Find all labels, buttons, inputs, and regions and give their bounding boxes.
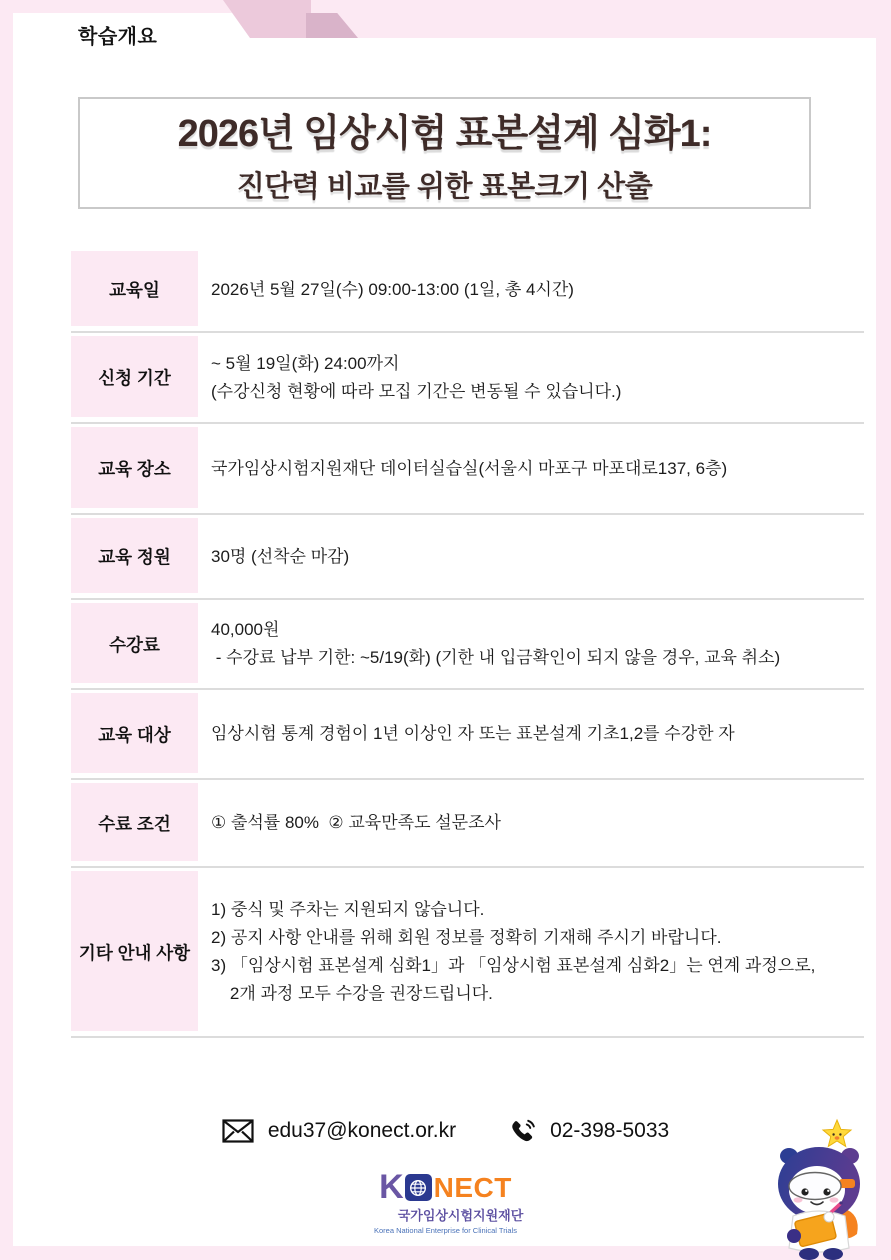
logo-org-korean: 국가임상시험지원재단 (397, 1208, 524, 1223)
table-row-fee (71, 600, 864, 690)
logo-letter-k: K (379, 1168, 403, 1206)
phone-icon (510, 1118, 536, 1144)
row-label: 교육일 (71, 248, 198, 331)
row-value (198, 515, 864, 598)
value-line: 국가임상시험지원재단 데이터실습실(서울시 마포구 마포대로137, 6층) (211, 458, 728, 478)
row-value (198, 690, 864, 778)
course-title-line2: 진단력 비교를 위한 표본크기 산출 (236, 170, 653, 203)
row-label: 수강료 (71, 600, 198, 688)
value-line: 1) 중식 및 주차는 지원되지 않습니다. (211, 900, 485, 919)
value-line: 2) 공지 사항 안내를 위해 회원 정보를 정확히 기재해 주시기 바랍니다. (211, 928, 722, 947)
row-label: 교육 대상 (71, 690, 198, 778)
title-box (78, 97, 811, 209)
value-line: 3) 「임상시험 표본설계 심화1」과 「임상시험 표본설계 심화2」는 연계 과정으로, (211, 956, 816, 975)
table-row-target (71, 690, 864, 780)
row-label: 신청 기간 (71, 333, 198, 422)
globe-icon (405, 1174, 432, 1201)
value-line: (수강신청 현황에 따라 모집 기간은 변동될 수 있습니다.) (211, 381, 622, 401)
frame-right (876, 0, 891, 1260)
table-row-notes (71, 868, 864, 1038)
frame-left (0, 0, 13, 1260)
logo-wordmark (379, 1168, 512, 1207)
value-line: ~ 5월 19일(화) 24:00까지 (211, 353, 400, 373)
ribbon-mid (223, 0, 311, 38)
section-label: 학습개요 (78, 26, 158, 48)
table-row-apply-period (71, 333, 864, 424)
table-row-completion (71, 780, 864, 868)
logo-letters-nect: NECT (433, 1171, 512, 1203)
table-row-date (71, 248, 864, 333)
logo-org-english: Korea National Enterprise for Clinical Trials (374, 1226, 517, 1235)
contact-phone: 02-398-5033 (550, 1119, 670, 1142)
row-value (198, 424, 864, 513)
table-row-capacity (71, 515, 864, 600)
mascot-character (757, 1116, 891, 1260)
row-value (198, 248, 864, 331)
value-line: 2개 과정 모두 수강을 권장드립니다. (211, 984, 493, 1003)
envelope-icon (222, 1119, 254, 1143)
value-line: 30명 (선착순 마감) (211, 546, 350, 566)
row-value (198, 780, 864, 866)
row-label: 교육 장소 (71, 424, 198, 513)
value-line: 2026년 5월 27일(수) 09:00-13:00 (1일, 총 4시간) (211, 279, 574, 299)
value-line: - 수강료 납부 기한: ~5/19(화) (기한 내 입금확인이 되지 않을 경우, 교육 취소) (211, 648, 781, 667)
row-value (198, 600, 864, 688)
contact-email: edu37@konect.or.kr (267, 1119, 457, 1142)
row-label: 수료 조건 (71, 780, 198, 866)
row-label: 교육 정원 (71, 515, 198, 598)
value-line: 40,000원 (211, 620, 280, 639)
row-value (198, 868, 864, 1036)
value-line: ① 출석률 80% ② 교육만족도 설문조사 (211, 813, 501, 832)
table-row-place (71, 424, 864, 515)
course-title-line1: 2026년 임상시험 표본설계 심화1: (177, 112, 712, 155)
value-line: 임상시험 통계 경험이 1년 이상인 자 또는 표본설계 기초1,2를 수강한 자 (211, 724, 735, 743)
row-label: 기타 안내 사항 (71, 868, 198, 1036)
star-icon (823, 1120, 851, 1146)
row-value (198, 333, 864, 422)
course-info-table (71, 248, 864, 1038)
